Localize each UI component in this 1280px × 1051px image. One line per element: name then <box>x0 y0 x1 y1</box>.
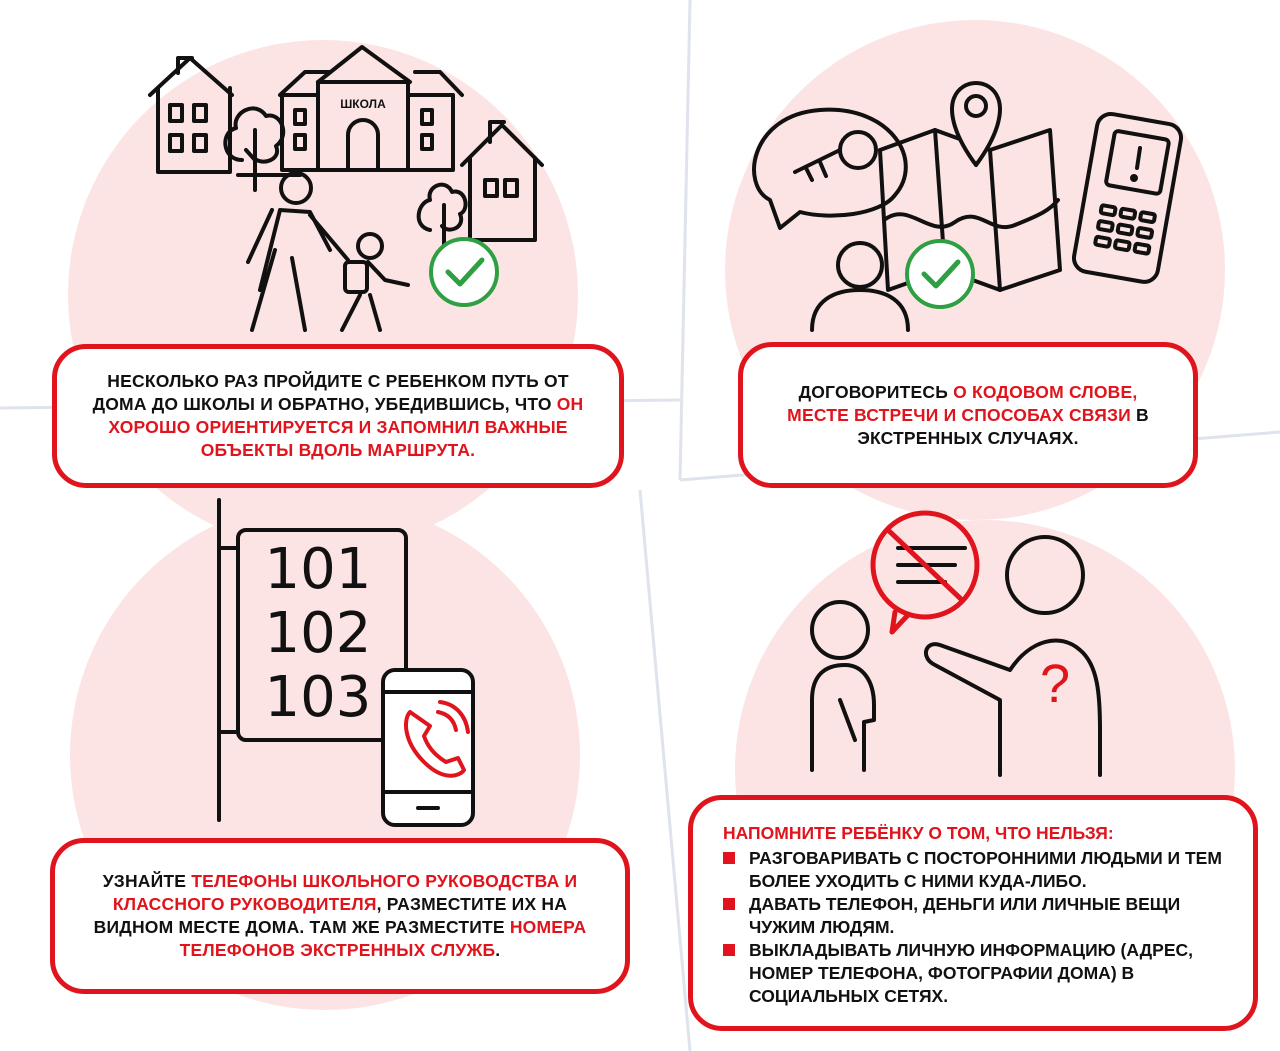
location-pin-icon <box>952 83 1000 165</box>
bullet-square-icon <box>723 898 735 910</box>
house-left-icon <box>150 58 232 172</box>
panel3-text-box <box>50 838 630 994</box>
panel2-text-normal: ДОГОВОРИТЕСЬ <box>798 381 954 402</box>
panel3-text <box>90 870 590 962</box>
bullet-square-icon <box>723 944 735 956</box>
panel3-text-end: . <box>495 940 501 960</box>
panel3-text-normal: УЗНАЙТЕ <box>102 871 192 891</box>
panel3-text-highlight-1: ТЕЛЕФОНЫ ШКОЛЬНОГО РУКОВОДСТВА И КЛАССНОГО РУКОВОДИТЕЛЯ <box>112 871 578 914</box>
bullet-square-icon <box>723 852 735 864</box>
list-item <box>723 893 1233 939</box>
school-sign-label: ШКОЛА <box>340 97 386 111</box>
emergency-number-2: 102 <box>264 601 372 666</box>
child-with-backpack-icon <box>342 234 408 330</box>
panel1-text <box>78 370 598 462</box>
question-mark-icon: ? <box>1039 654 1071 714</box>
list-item-text: ДАВАТЬ ТЕЛЕФОН, ДЕНЬГИ ИЛИ ЛИЧНЫЕ ВЕЩИ ЧУЖИМ ЛЮДЯМ. <box>749 894 1181 937</box>
list-item-text: РАЗГОВАРИВАТЬ С ПОСТОРОННИМИ ЛЮДЬМИ И ТЕМ БОЛЕЕ УХОДИТЬ С НИМИ КУДА-ЛИБО. <box>749 848 1222 891</box>
panel4-list <box>723 847 1233 1008</box>
check-circle-icon <box>431 239 497 305</box>
phone-call-icon <box>383 670 473 825</box>
child-figure-icon <box>812 602 874 770</box>
panel1-text-box <box>52 344 624 488</box>
adult-walking-icon <box>248 173 348 330</box>
panel1-text-normal: НЕСКОЛЬКО РАЗ ПРОЙДИТЕ С РЕБЕНКОМ ПУТЬ ОТ ДОМА ДО ШКОЛЫ И ОБРАТНО, УБЕДИВШИСЬ, ЧТО <box>92 371 569 414</box>
panel2-text <box>768 381 1168 450</box>
panel4-heading: НАПОМНИТЕ РЕБЁНКУ О ТОМ, ЧТО НЕЛЬЗЯ: <box>723 823 1114 843</box>
panel3-text-highlight-2: НОМЕРА ТЕЛЕФОНОВ ЭКСТРЕННЫХ СЛУЖБ <box>179 917 587 960</box>
list-item <box>723 939 1233 1008</box>
panel4-text-box <box>688 795 1258 1031</box>
no-talking-bubble-icon <box>873 513 977 632</box>
panel2-text-end: В ЭКСТРЕННЫХ СЛУЧАЯХ. <box>857 404 1149 448</box>
panel3-text-middle: , РАЗМЕСТИТЕ ИХ НА ВИДНОМ МЕСТЕ ДОМА. ТАМ ЖЕ РАЗМЕСТИТЕ <box>93 894 568 937</box>
mobile-phone-icon <box>1072 112 1183 284</box>
panel2-text-highlight: О КОДОВОМ СЛОВЕ, МЕСТЕ ВСТРЕЧИ И СПОСОБАХ СВЯЗИ <box>787 381 1138 425</box>
emergency-number-3: 103 <box>264 665 372 730</box>
panel1-text-highlight: ОН ХОРОШО ОРИЕНТИРУЕТСЯ И ЗАПОМНИЛ ВАЖНЫЕ ОБЪЕКТЫ ВДОЛЬ МАРШРУТА. <box>108 394 584 460</box>
list-item <box>723 847 1233 893</box>
emergency-number-1: 101 <box>264 537 372 602</box>
house-right-icon <box>462 122 542 240</box>
panel2-text-box <box>738 342 1198 488</box>
check-circle-icon <box>907 241 973 307</box>
list-item-text: ВЫКЛАДЫВАТЬ ЛИЧНУЮ ИНФОРМАЦИЮ (АДРЕС, НОМЕР ТЕЛЕФОНА, ФОТОГРАФИИ ДОМА) В СОЦИАЛЬНЫХ СЕТЯХ. <box>749 940 1193 1006</box>
